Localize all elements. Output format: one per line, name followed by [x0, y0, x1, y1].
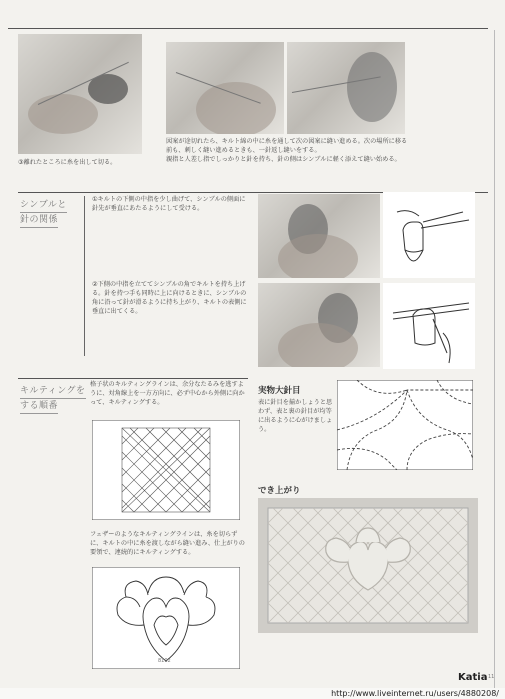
source-url-bar: [0, 688, 505, 699]
actual-size-text: 表に針目を揃かしょうと思わず、表と裏の針目が均等に出るように心がけましょう。: [258, 399, 333, 433]
photo-thimble-side: [258, 194, 380, 278]
caption-photo1: ③離れたところに糸を出して切る。: [18, 159, 117, 166]
diagram-actual-stitches: [337, 380, 473, 470]
title-actual-size: 実物大針目: [258, 386, 301, 396]
photo-needle-thimble: [287, 42, 405, 134]
diagram-grid-quilting: [92, 420, 240, 520]
caption-photo23: 図案が途切れたら、キルト綿の中に糸を通して次の図案に縫い進める。次の場所に移る前も、刺しく縫い進めるときも、一針返し縫いをする。 親指と人差し指でしっかりと針を持ち、針の側はシンブルに軽く添えて縫い始める。: [166, 138, 408, 163]
diagram-thimble-corner: [383, 283, 475, 369]
photo-finished-quilt: [258, 498, 478, 633]
diagram-thimble-side: [383, 192, 475, 278]
heading-divider: [84, 196, 85, 356]
finished-quilt-pattern: [258, 498, 478, 633]
top-rule: [8, 28, 488, 29]
page-number: 11: [488, 674, 495, 680]
thimble-step1: ①キルトの下側の中指を少し曲げて、シンブルの側面に針先が垂直にあたるようにして受ける。: [92, 196, 246, 212]
order-feather-text: フェザーのようなキルティングラインは、糸を切らずに、キルトの中に糸を渡しながら縫い進み、仕上がりの要領で、連続的にキルティングする。: [90, 531, 245, 556]
photo-knot-hiding: [166, 42, 284, 134]
brand-katia: Katia: [458, 672, 488, 683]
diagram-feather-quilting: [92, 567, 240, 669]
title-finished: でき上がり: [258, 486, 301, 496]
photo-thimble-corner: [258, 283, 380, 367]
heading-thimble-needle: シンブルと 針の関係: [20, 198, 80, 228]
page-edge-line: [494, 30, 495, 690]
photo-cutting-thread: [18, 34, 142, 154]
feather-diagram-label: 8102: [158, 658, 171, 664]
section-rule-order: [18, 378, 248, 379]
heading-quilting-order: キルティングを する順番: [20, 384, 86, 414]
thimble-step2: ②下側の中指を立ててシンブルの角でキルトを持ち上げる。針を持つ手も同時に上に向けるときに、シンブルの角に沿って針が滑るように持ち上がり、キルトの表側に垂直に出てくる。: [92, 281, 247, 315]
source-url[interactable]: http://www.liveinternet.ru/users/4880208/: [331, 689, 499, 698]
order-grid-text: 格子状のキルティングラインは、余分なたるみを逃すように、対角線上を一方方向に、必ず中心から外側に向かって、キルティングする。: [90, 381, 245, 406]
